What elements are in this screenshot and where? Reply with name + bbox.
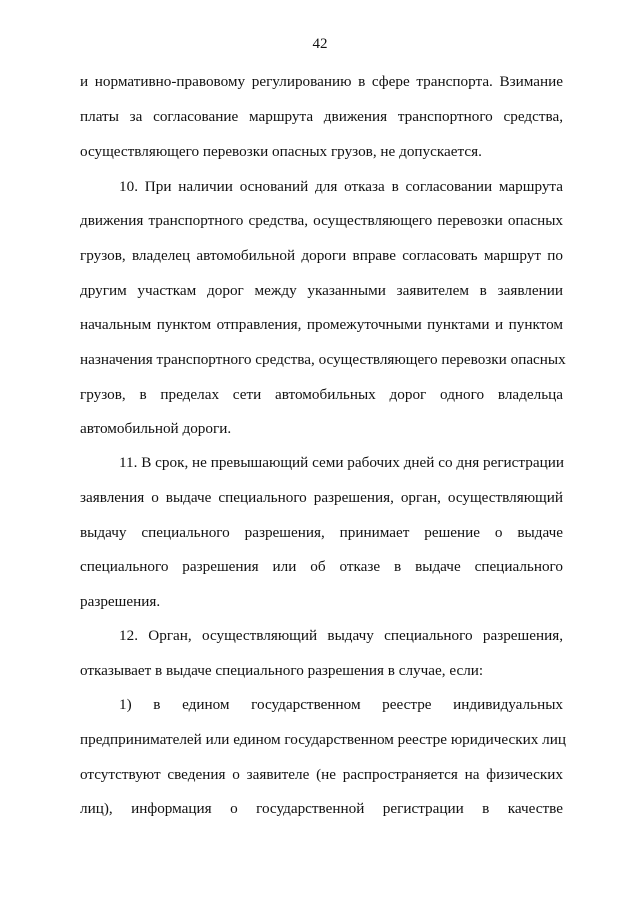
text-line: специального разрешения или об отказе в выдаче специального xyxy=(80,558,563,575)
paragraph-start-line: 10. При наличии оснований для отказа в согласовании маршрута xyxy=(119,178,563,195)
text-line: заявления о выдаче специального разрешения, орган, осуществляющий xyxy=(80,489,563,506)
paragraph-start-line: 11. В срок, не превышающий семи рабочих дней со дня регистрации xyxy=(119,454,564,471)
text-line: назначения транспортного средства, осуществляющего перевозки опасных xyxy=(80,351,566,368)
text-line: начальным пунктом отправления, промежуточными пунктами и пунктом xyxy=(80,316,563,333)
text-line: и нормативно-правовому регулированию в сфере транспорта. Взимание xyxy=(80,73,563,90)
text-line: осуществляющего перевозки опасных грузов, не допускается. xyxy=(80,143,482,160)
text-line: отсутствуют сведения о заявителе (не распространяется на физических xyxy=(80,766,563,783)
paragraph-start-line: 1) в едином государственном реестре индивидуальных xyxy=(119,696,563,713)
text-line: отказывает в выдаче специального разрешения в случае, если: xyxy=(80,662,484,679)
page-number: 42 xyxy=(312,36,328,52)
paragraph-start-line: 12. Орган, осуществляющий выдачу специального разрешения, xyxy=(119,627,563,644)
text-line: другим участкам дорог между указанными заявителем в заявлении xyxy=(80,282,563,299)
text-line: предпринимателей или едином государственном реестре юридических лиц xyxy=(80,731,566,748)
text-line: движения транспортного средства, осуществляющего перевозки опасных xyxy=(80,212,563,229)
text-line: грузов, в пределах сети автомобильных дорог одного владельца xyxy=(80,386,563,403)
text-line: платы за согласование маршрута движения транспортного средства, xyxy=(80,108,563,125)
text-line: разрешения. xyxy=(80,593,161,610)
text-line: автомобильной дороги. xyxy=(80,420,232,437)
text-line: лиц), информация о государственной регистрации в качестве xyxy=(80,800,563,817)
text-line: выдачу специального разрешения, принимает решение о выдаче xyxy=(80,524,563,541)
text-line: грузов, владелец автомобильной дороги вправе согласовать маршрут по xyxy=(80,247,563,264)
